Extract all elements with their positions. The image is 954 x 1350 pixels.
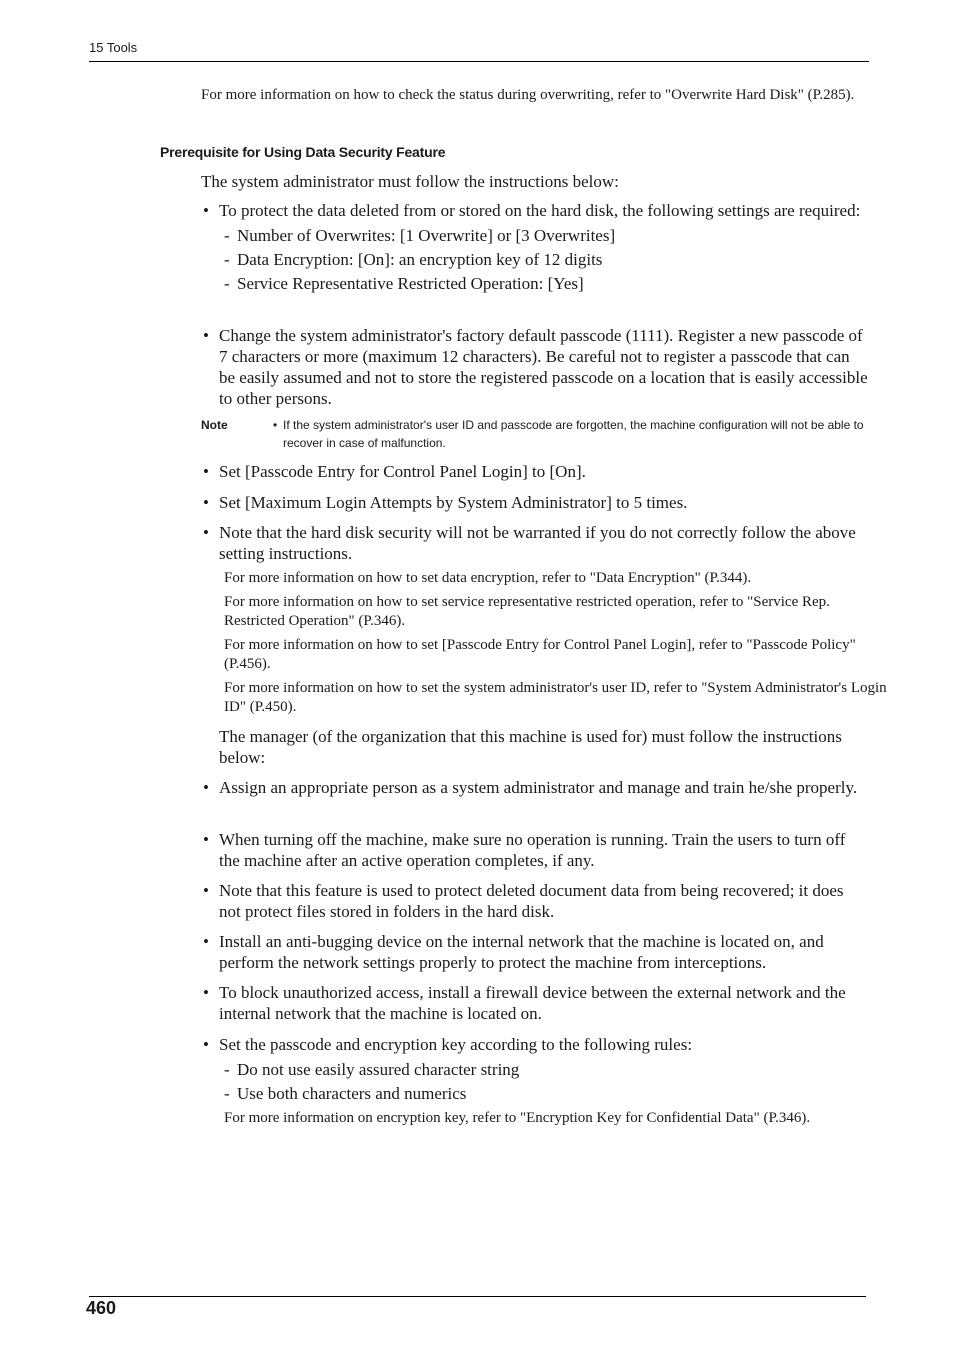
list-item xyxy=(201,880,869,922)
sub-list-item xyxy=(201,1059,869,1080)
list-item xyxy=(201,492,869,513)
list-item xyxy=(201,931,869,973)
note-text: If the system administrator's user ID and passcode are forgotten, the machine configuration will not be able to recover in case of malfunction. xyxy=(283,418,864,450)
reference-admin-login-id: For more information on how to set the system administrator's user ID, refer to "System Administrator's Login ID" (P.450). xyxy=(224,680,887,715)
bullet-text: Set the passcode and encryption key according to the following rules: xyxy=(219,1035,693,1054)
dash-glyph: - xyxy=(224,274,230,293)
manager-bullet-1 xyxy=(201,777,869,798)
list-item xyxy=(201,982,869,1024)
manager-bullet-5 xyxy=(201,982,869,1024)
bullet-glyph: • xyxy=(203,778,209,797)
list-item xyxy=(201,461,869,482)
bullet-glyph: • xyxy=(203,881,209,900)
manager-lead-paragraph: The manager (of the organization that this machine is used for) must follow the instructions below: xyxy=(219,727,842,767)
list-item xyxy=(201,522,869,564)
bullet-block-4 xyxy=(201,492,869,513)
footer-divider xyxy=(89,1296,866,1297)
list-item xyxy=(201,1034,869,1055)
lead-paragraph: The system administrator must follow the instructions below: xyxy=(201,172,619,191)
list-item xyxy=(201,200,869,221)
header-divider xyxy=(89,61,869,62)
manager-bullet-3 xyxy=(201,880,869,922)
bullet-text: Install an anti-bugging device on the internal network that the machine is located on, and perform the network settings properly to protect the machine from interceptions. xyxy=(219,932,824,972)
bullet-text: When turning off the machine, make sure no operation is running. Train the users to turn off the machine after an active operation completes, if any. xyxy=(219,830,846,870)
manager-bullet-2 xyxy=(201,829,869,871)
bullet-glyph: • xyxy=(203,523,209,542)
bullet-text: Set [Passcode Entry for Control Panel Login] to [On]. xyxy=(219,462,586,481)
sub-list-item xyxy=(201,1083,869,1104)
sub-list-item xyxy=(201,225,869,246)
bullet-text: Assign an appropriate person as a system administrator and manage and train he/she properly. xyxy=(219,778,858,797)
manager-bullet-4 xyxy=(201,931,869,973)
dash-glyph: - xyxy=(224,1060,230,1079)
bullet-block-5 xyxy=(201,522,869,564)
sub-item-text: Do not use easily assured character string xyxy=(237,1060,520,1079)
section-header: 15 Tools xyxy=(89,40,138,55)
bullet-text: Set [Maximum Login Attempts by System Administrator] to 5 times. xyxy=(219,493,688,512)
sub-list-item xyxy=(201,249,869,270)
reference-encryption-key: For more information on encryption key, refer to "Encryption Key for Confidential Data" (P.346). xyxy=(224,1110,811,1126)
list-item xyxy=(201,325,869,409)
bullet-block-3 xyxy=(201,461,869,482)
sub-item-text: Service Representative Restricted Operation: [Yes] xyxy=(237,274,584,293)
bullet-text: To block unauthorized access, install a firewall device between the external network and the internal network that the machine is located on. xyxy=(219,983,846,1023)
reference-passcode-policy: For more information on how to set [Passcode Entry for Control Panel Login], refer to "Passcode Policy" (P.456). xyxy=(224,637,856,672)
bullet-glyph: • xyxy=(203,462,209,481)
sub-list-item xyxy=(201,273,869,294)
note-label: Note xyxy=(201,418,228,432)
section-heading: Prerequisite for Using Data Security Feature xyxy=(160,144,446,160)
note-bullet-glyph: • xyxy=(273,418,278,432)
bullet-block-1 xyxy=(201,200,869,294)
bullet-glyph: • xyxy=(203,932,209,951)
page-number: 460 xyxy=(86,1298,117,1318)
list-item xyxy=(201,829,869,871)
dash-glyph: - xyxy=(224,226,230,245)
sub-item-text: Use both characters and numerics xyxy=(237,1084,467,1103)
bullet-glyph: • xyxy=(203,326,209,345)
bullet-glyph: • xyxy=(203,983,209,1002)
bullet-glyph: • xyxy=(203,201,209,220)
bullet-glyph: • xyxy=(203,1035,209,1054)
note-text-block xyxy=(273,416,869,452)
bullet-text: To protect the data deleted from or stored on the hard disk, the following settings are required: xyxy=(219,201,861,220)
sub-item-text: Data Encryption: [On]: an encryption key of 12 digits xyxy=(237,250,603,269)
bullet-text: Note that the hard disk security will not be warranted if you do not correctly follow the above setting instructions. xyxy=(219,523,856,563)
dash-glyph: - xyxy=(224,1084,230,1103)
reference-service-rep: For more information on how to set service representative restricted operation, refer to "Service Rep. Restricted Operation" (P.346). xyxy=(224,594,830,629)
list-item xyxy=(201,777,869,798)
bullet-text: Note that this feature is used to protect deleted document data from being recovered; it does not protect files stored in folders in the hard disk. xyxy=(219,881,844,921)
dash-glyph: - xyxy=(224,250,230,269)
sub-item-text: Number of Overwrites: [1 Overwrite] or [3 Overwrites] xyxy=(237,226,616,245)
bullet-text: Change the system administrator's factory default passcode (1111). Register a new passcode of 7 characters or more (maximum 12 characters). Be careful not to register a passcode that can be easily assumed and not to store the registered passcode on a location that is easily accessible to other persons. xyxy=(219,326,868,408)
bullet-glyph: • xyxy=(203,830,209,849)
overwrite-reference: For more information on how to check the status during overwriting, refer to "Overwrite Hard Disk" (P.285). xyxy=(201,87,855,103)
bullet-block-2 xyxy=(201,325,869,409)
final-bullet-block xyxy=(201,1034,869,1128)
bullet-glyph: • xyxy=(203,493,209,512)
reference-data-encryption: For more information on how to set data encryption, refer to "Data Encryption" (P.344). xyxy=(224,570,752,586)
